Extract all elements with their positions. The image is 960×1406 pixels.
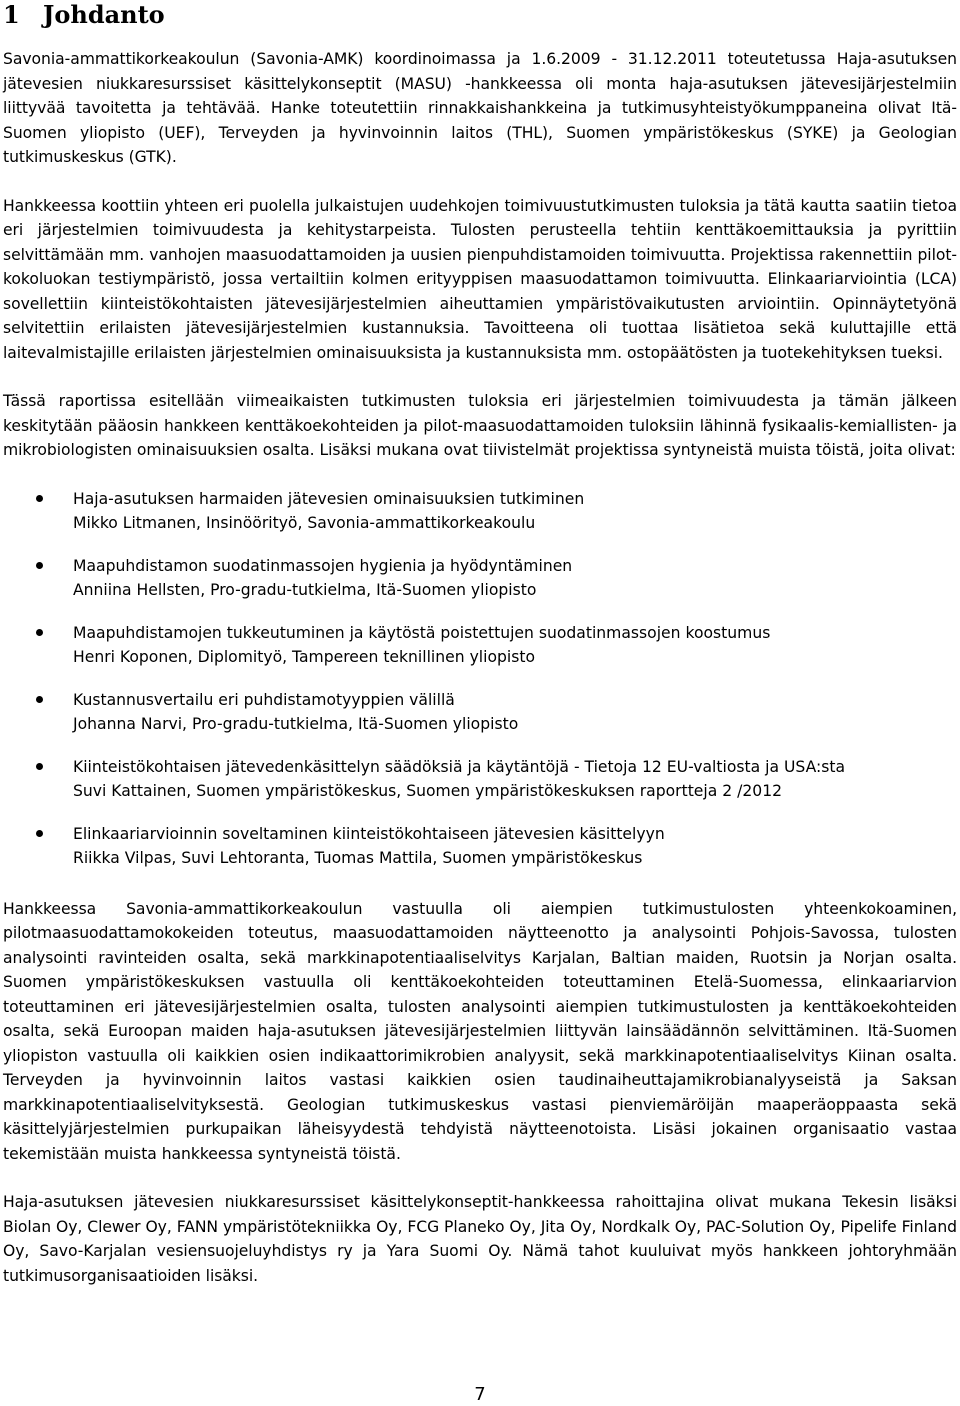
page-number: 7 xyxy=(474,1384,486,1405)
bullet-icon xyxy=(36,495,43,502)
list-item xyxy=(3,487,957,536)
thesis-list xyxy=(3,487,957,871)
paragraph-funding: Haja-asutuksen jätevesien niukkaresurssiset käsittelykonseptit-hankkeessa rahoittajina olivat mukana Tekesin lisäksi Biolan Oy, Clewer Oy, FANN ympäristötekniikka Oy, FCG Planeko Oy, Jita Oy, Nordkalk Oy, PAC-Solution Oy, Pipelife Finland Oy, Savo-Karjalan vesiensuojeluyhdistys ry ja Yara Suomi Oy. Nämä tahot kuuluivat myös hankkeen johtoryhmään tutkimusorganisaatioiden lisäksi. xyxy=(3,1193,957,1285)
bullet-icon xyxy=(36,763,43,770)
list-item-title: Haja-asutuksen harmaiden jätevesien ominaisuuksien tutkiminen xyxy=(73,489,585,508)
list-item-title: Kustannusvertailu eri puhdistamotyyppien välillä xyxy=(73,690,455,709)
bullet-icon xyxy=(36,830,43,837)
list-item xyxy=(3,554,957,603)
section-title: Johdanto xyxy=(43,0,165,29)
list-item-title: Kiinteistökohtaisen jätevedenkäsittelyn säädöksiä ja käytäntöjä - Tietoja 12 EU-valtiosta ja USA:sta xyxy=(73,757,846,776)
list-item-author: Henri Koponen, Diplomityö, Tampereen teknillinen yliopisto xyxy=(73,648,536,666)
list-item-author: Riikka Vilpas, Suvi Lehtoranta, Tuomas Mattila, Suomen ympäristökeskus xyxy=(73,849,643,867)
list-item-author: Suvi Kattainen, Suomen ympäristökeskus, Suomen ympäristökeskuksen raportteja 2 /2012 xyxy=(73,782,783,800)
list-item-author: Johanna Narvi, Pro-gradu-tutkielma, Itä-Suomen yliopisto xyxy=(73,715,519,733)
list-item xyxy=(3,755,957,804)
bullet-icon xyxy=(36,696,43,703)
list-item-author: Mikko Litmanen, Insinöörityö, Savonia-ammattikorkeakoulu xyxy=(73,514,536,532)
paragraph-report-contents: Tässä raportissa esitellään viimeaikaisten tutkimusten tuloksia eri järjestelmien toimivuudesta ja tämän jälkeen keskitytään pääosin hankkeen kenttäkoekohteiden ja pilot-maasuodattamoiden tuloksiin lähinnä fysikaalis-kemiallisten- ja mikrobiologisten ominaisuuksien osalta. Lisäksi mukana ovat tiivistelmät projektissa syntyneistä muista töistä, joita olivat: xyxy=(3,392,957,459)
list-item-title: Elinkaariarvioinnin soveltaminen kiinteistökohtaiseen jätevesien käsittelyyn xyxy=(73,824,665,843)
section-heading xyxy=(3,0,957,30)
paragraph-intro: Savonia-ammattikorkeakoulun (Savonia-AMK) koordinoimassa ja 1.6.2009 - 31.12.2011 toteutetussa Haja-asutuksen jätevesien niukkaresurssiset käsittelykonseptit (MASU) -hankkeessa oli monta haja-asutuksen jätevesijärjestelmiin liittyvää tavoitetta ja tehtävää. Hanke toteutettiin rinnakkaishankkeina ja tutkimusyhteistyökumppaneina olivat Itä-Suomen yliopisto (UEF), Terveyden ja hyvinvoinnin laitos (THL), Suomen ympäristökeskus (SYKE) ja Geologian tutkimuskeskus (GTK). xyxy=(3,50,957,166)
section-number: 1 xyxy=(3,0,20,29)
list-item-author: Anniina Hellsten, Pro-gradu-tutkielma, Itä-Suomen yliopisto xyxy=(73,581,537,599)
list-item-title: Maapuhdistamojen tukkeutuminen ja käytöstä poistettujen suodatinmassojen koostumus xyxy=(73,623,771,642)
paragraph-responsibilities: Hankkeessa Savonia-ammattikorkeakoulun vastuulla oli aiempien tutkimustulosten yhteenkokoaminen, pilotmaasuodattamokokeiden toteutus, maasuodattamoiden näytteenotto ja analysointi Pohjois-Savossa, tulosten analysointi ravinteiden osalta, sekä markkinapotentiaaliselvitys Karjalan, Baltian maiden, Ruotsin ja Norjan osalta. Suomen ympäristökeskuksen vastuulla oli kenttäkoekohteiden toteuttaminen Etelä-Suomessa, elinkaariarvion toteuttaminen eri jätevesijärjestelmien osalta, tulosten analysointi aiempien tutkimustulosten ja kenttäkoekohteiden osalta, sekä Euroopan maiden haja-asutuksen jätevesijärjestelmien liittyvän lainsäädännön selvittäminen. Itä-Suomen yliopiston vastuulla oli kaikkien osien indikaattorimikrobien analyysit, sekä markkinapotentiaaliselvitys Kiinan osalta. Terveyden ja hyvinvoinnin laitos vastasi kaikkien osien taudinaiheuttajamikrobianalyyseistä ja Saksan markkinapotentiaaliselvityksestä. Geologian tutkimuskeskus vastasi pienviemäröijän maaperäoppaasta sekä käsittelyjärjestelmien purkupaikan läheisyydestä tehdyistä näytteenotoista. Lisäsi jokainen organisaatio vastaa tekemistään muista hankkeessa syntyneistä töistä. xyxy=(3,899,957,1163)
bullet-icon xyxy=(36,562,43,569)
list-item xyxy=(3,822,957,871)
list-item xyxy=(3,688,957,737)
paragraph-project-scope: Hankkeessa koottiin yhteen eri puolella julkaistujen uudehkojen toimivuustutkimusten tuloksia ja tätä kautta saatiin tietoa eri järjestelmien toimivuudesta ja kehitystarpeista. Tulosten perusteella tehtiin kenttäkoemittauksia ja pyrittiin selvittämään mm. vanhojen maasuodattamoiden ja uusien pienpuhdistamoiden toimivuutta. Projektissa rakennettiin pilot-kokoluokan testiympäristö, jossa vertailtiin kolmen erityyppisen maasuodattamon toimivuutta. Elinkaariarviointia (LCA) sovellettiin kiinteistökohtaisten jätevesijärjestelmien aiheuttamien ympäristövaikutusten arviointiin. Opinnäytetyönä selvitettiin erilaisten jätevesijärjestelmien kustannuksia. Tavoitteena oli tuottaa lisätietoa sekä kuluttajille että laitevalmistajille erilaisten järjestelmien ominaisuuksista ja kustannuksista mm. ostopäätösten ja tuotekehityksen tueksi. xyxy=(3,196,957,362)
document-page xyxy=(3,0,957,1288)
list-item xyxy=(3,621,957,670)
list-item-title: Maapuhdistamon suodatinmassojen hygienia ja hyödyntäminen xyxy=(73,556,573,575)
bullet-icon xyxy=(36,629,43,636)
